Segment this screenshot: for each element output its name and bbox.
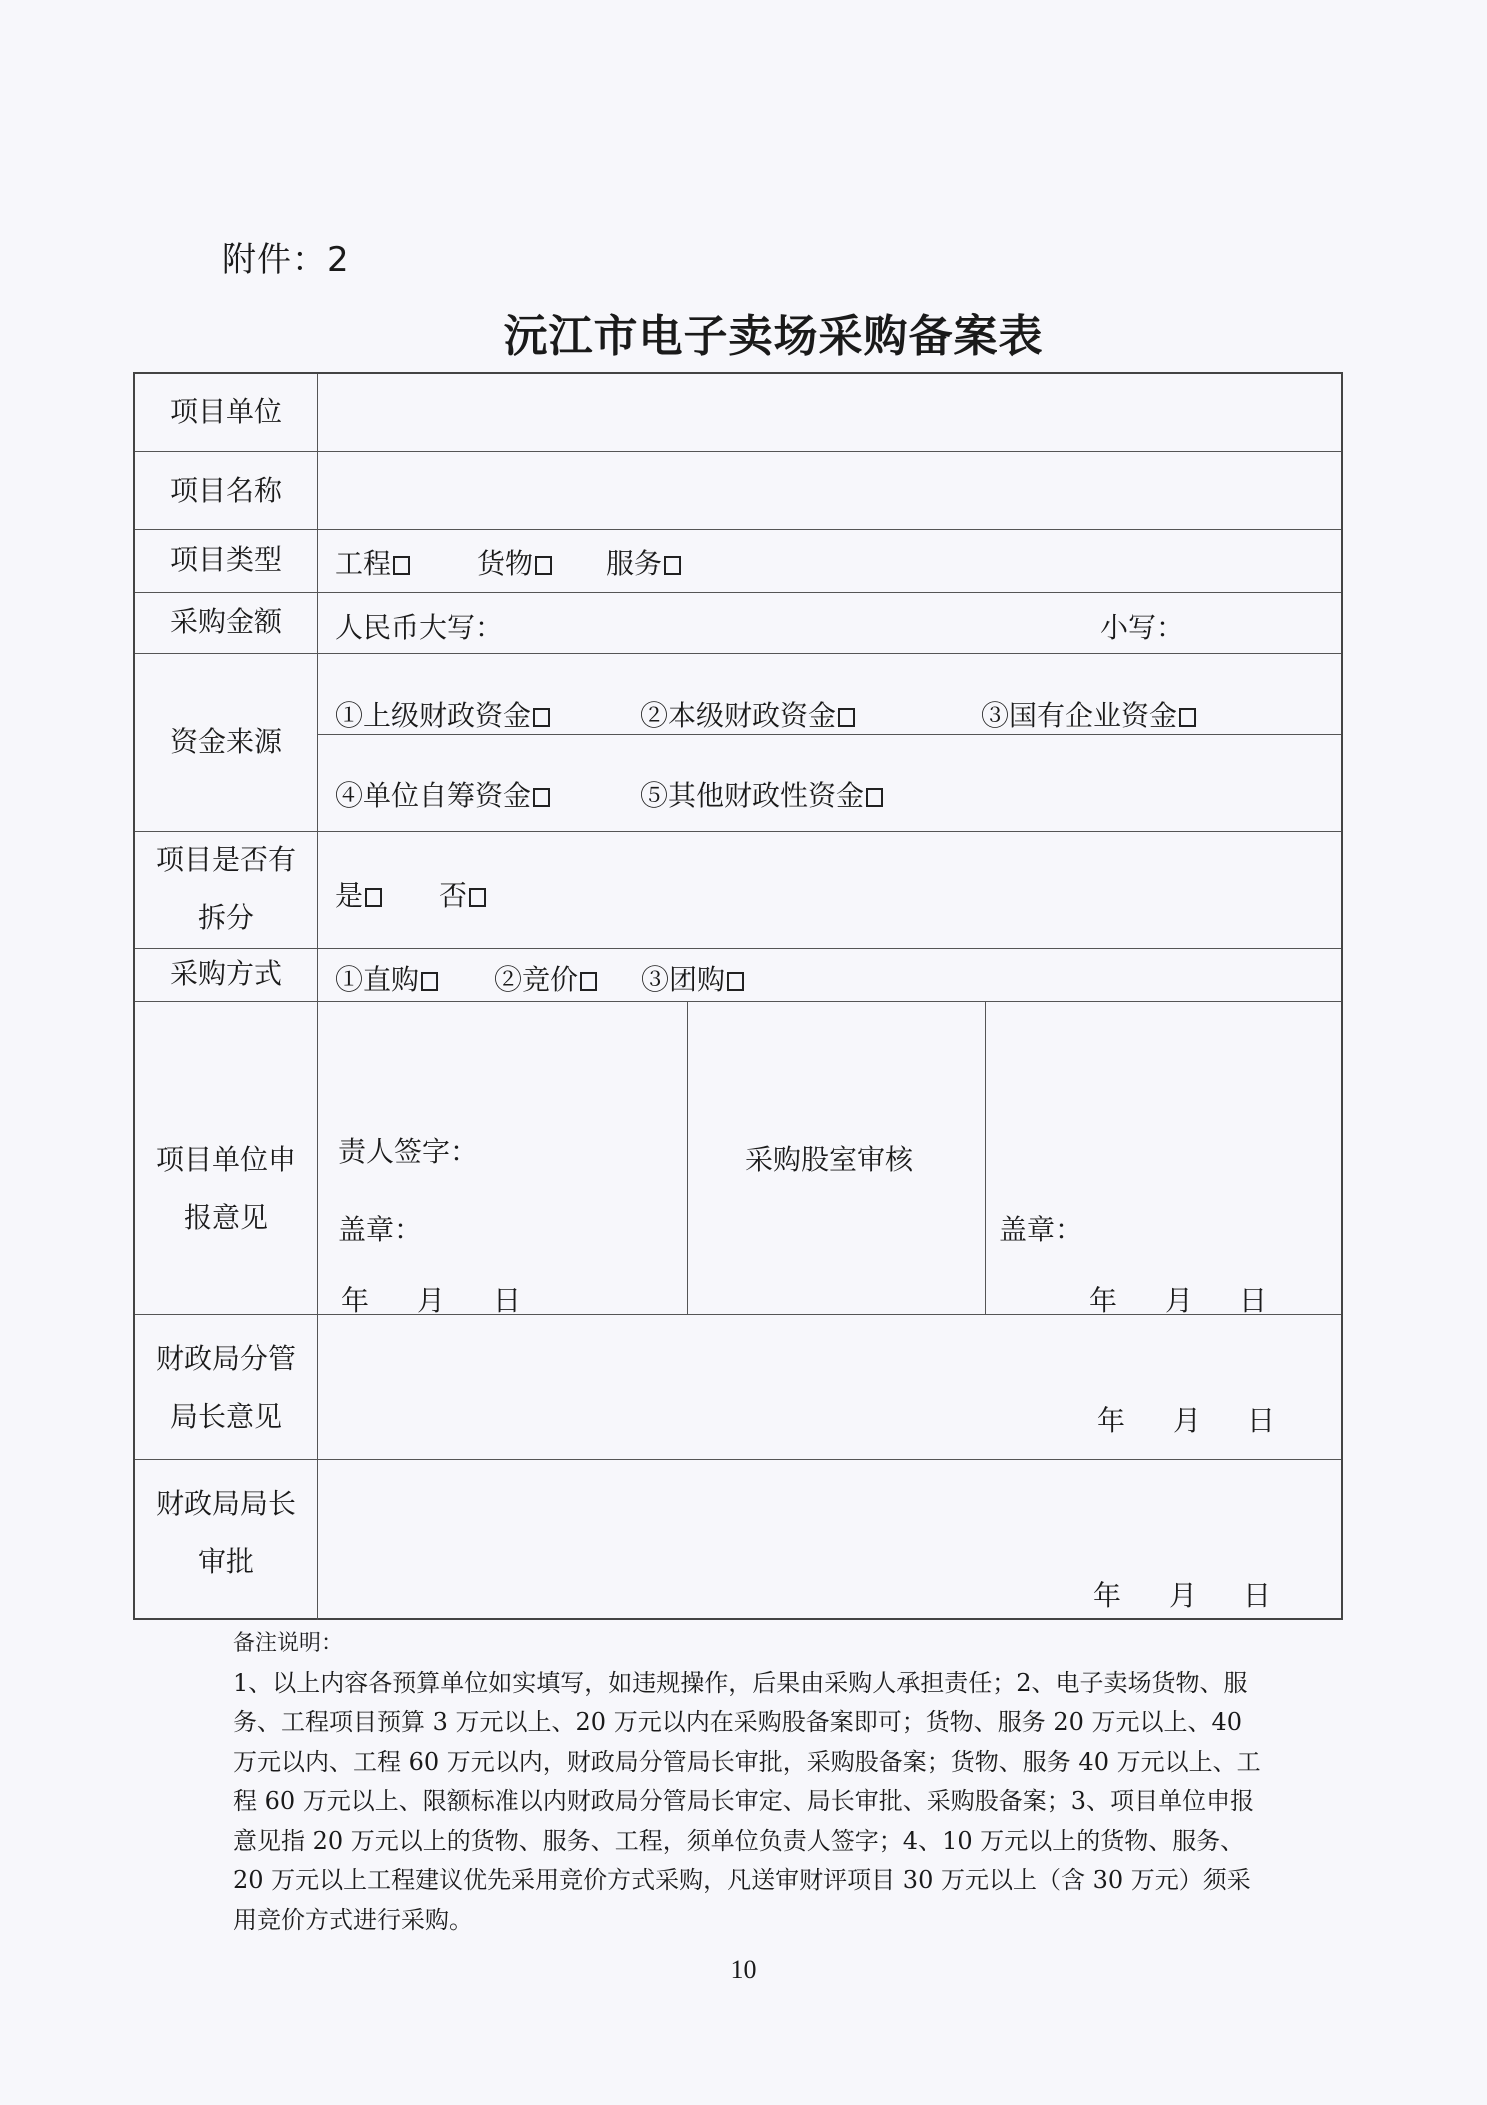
notes-section [233, 1624, 1273, 1940]
notes-line: 1、以上内容各预算单位如实填写，如违规操作，后果由采购人承担责任；2、电子卖场货物、服 [233, 1668, 1248, 1697]
review-label: 采购股室审核 [745, 1143, 914, 1176]
checkbox-fund-5[interactable] [866, 788, 883, 807]
split-yes[interactable]: 是 [335, 874, 382, 914]
fund-option-1[interactable]: ①上级财政资金 [335, 694, 550, 734]
method-bidding[interactable]: ②竞价 [494, 958, 597, 998]
date-year-4: 年 [1093, 1579, 1122, 1612]
checkbox-goods[interactable] [535, 556, 552, 575]
notes-line: 务、工程项目预算 3 万元以上、20 万元以内在采购股备案即可；货物、服务 20 万元以上、40 [233, 1708, 1243, 1736]
label-project-type: 项目类型 [169, 543, 282, 576]
date-day-3: 日 [1247, 1404, 1276, 1437]
fund-option-3[interactable]: ③国有企业资金 [981, 694, 1196, 734]
checkbox-engineering[interactable] [393, 556, 410, 575]
option-engineering[interactable]: 工程 [335, 542, 410, 582]
label-opinion-line1: 项目单位申 [155, 1143, 296, 1176]
date-month-3: 月 [1173, 1404, 1202, 1437]
checkbox-fund-3[interactable] [1179, 708, 1196, 727]
checkbox-fund-4[interactable] [533, 788, 550, 807]
fund-option-2[interactable]: ②本级财政资金 [640, 694, 855, 734]
date-day-2: 日 [1239, 1284, 1268, 1317]
date-day-4: 日 [1243, 1579, 1272, 1612]
label-purchase-method: 采购方式 [169, 957, 282, 990]
checkbox-fund-2[interactable] [838, 708, 855, 727]
filing-form-table [133, 372, 1343, 1620]
date-year-3: 年 [1097, 1404, 1126, 1437]
form-title: 沅江市电子卖场采购备案表 [503, 311, 1044, 362]
label-fund-source: 资金来源 [169, 725, 282, 758]
label-deputy-line1: 财政局分管 [155, 1342, 296, 1375]
checkbox-method-direct[interactable] [421, 972, 438, 991]
amount-uppercase-label: 人民币大写： [335, 611, 504, 644]
label-director-line2: 审批 [197, 1545, 254, 1578]
date-month-2: 月 [1165, 1284, 1194, 1317]
date-month-4: 月 [1169, 1579, 1198, 1612]
amount-lowercase-label: 小写： [1100, 611, 1185, 644]
fund-option-4[interactable]: ④单位自筹资金 [335, 774, 550, 814]
split-no[interactable]: 否 [439, 874, 486, 914]
notes-line: 20 万元以上工程建议优先采用竞价方式采购，凡送审财评项目 30 万元以上（含 30 万元）须采 [233, 1866, 1251, 1894]
method-direct[interactable]: ①直购 [335, 958, 438, 998]
signature-label: 责人签字： [338, 1135, 479, 1168]
notes-title: 备注说明： [233, 1631, 344, 1656]
seal-label: 盖章： [338, 1213, 423, 1246]
label-opinion-line2: 报意见 [183, 1201, 268, 1234]
checkbox-split-no[interactable] [469, 888, 486, 907]
label-director-line1: 财政局局长 [155, 1487, 296, 1520]
date-year: 年 [341, 1284, 370, 1317]
label-split-line2: 拆分 [197, 901, 254, 934]
page-number: 10 [730, 1955, 757, 1984]
option-services[interactable]: 服务 [606, 542, 681, 582]
notes-line: 万元以内、工程 60 万元以内，财政局分管局长审批，采购股备案；货物、服务 40 万元以上、工 [233, 1747, 1261, 1776]
attachment-label: 附件：2 [222, 240, 350, 280]
checkbox-split-yes[interactable] [365, 888, 382, 907]
label-split-line1: 项目是否有 [155, 843, 296, 876]
method-group[interactable]: ③团购 [641, 958, 744, 998]
fund-option-5[interactable]: ⑤其他财政性资金 [640, 774, 883, 814]
label-project-name: 项目名称 [169, 474, 282, 507]
date-day: 日 [493, 1284, 522, 1317]
date-year-2: 年 [1089, 1284, 1118, 1317]
label-project-unit: 项目单位 [169, 395, 282, 428]
seal-label-2: 盖章： [999, 1213, 1084, 1246]
notes-line: 程 60 万元以上、限额标准以内财政局分管局长审定、局长审批、采购股备案；3、项目单位申报 [233, 1787, 1255, 1815]
checkbox-method-group[interactable] [727, 972, 744, 991]
label-purchase-amount: 采购金额 [169, 605, 282, 638]
checkbox-method-bidding[interactable] [580, 972, 597, 991]
checkbox-fund-1[interactable] [533, 708, 550, 727]
notes-line: 用竞价方式进行采购。 [233, 1905, 473, 1934]
date-month: 月 [417, 1284, 446, 1317]
option-goods[interactable]: 货物 [477, 542, 552, 582]
checkbox-services[interactable] [664, 556, 681, 575]
notes-line: 意见指 20 万元以上的货物、服务、工程，须单位负责人签字；4、10 万元以上的货物、服务、 [233, 1826, 1245, 1855]
label-deputy-line2: 局长意见 [169, 1400, 282, 1433]
